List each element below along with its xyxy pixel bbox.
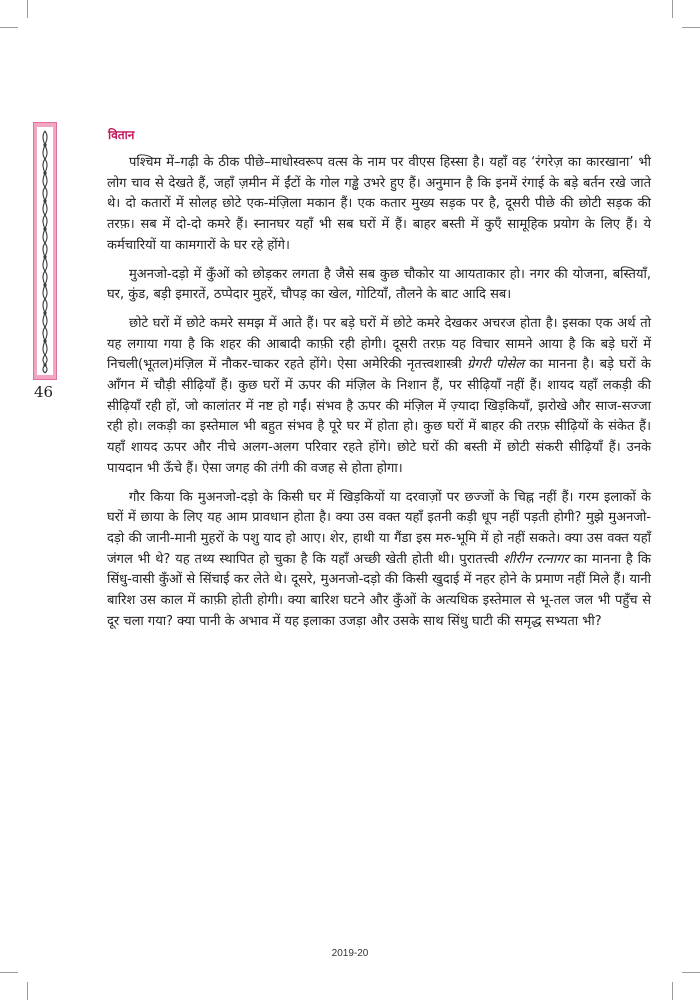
crop-mark xyxy=(0,972,18,973)
crop-mark xyxy=(27,0,28,18)
paragraph-text: पश्चिम में–गढ़ी के ठीक पीछे–माधोस्वरूप वत्स के नाम पर वीएस हिस्सा है। यहाँ वह ‘रंगरेज़ का कारखाना’ भी लोग चाव से देखते हैं, जहाँ ज़मीन में ईंटों के गोल गड्ढे उभरे हुए हैं। अनुमान है कि इनमें रंगाई के बड़े बर्तन रखे जाते थे। दो कतारों में सोलह छोटे एक-मंज़िला मकान हैं। एक कतार मुख्य सड़क पर है, दूसरी पीछे की छोटी सड़क की तरफ़। सब में दो-दो कमरे हैं। स्नानघर यहाँ भी सब घरों में हैं। बाहर बस्ती में कुएँ सामूहिक प्रयोग के लिए हैं। ये कर्मचारियों या कामगारों के घर रहे होंगे। xyxy=(107,155,651,253)
paragraph xyxy=(107,488,651,633)
name-italic: शीरीन रत्नागर xyxy=(503,551,569,567)
crop-mark xyxy=(0,27,18,28)
paragraph xyxy=(107,314,651,480)
ornamental-border xyxy=(33,122,57,380)
page-number: 46 xyxy=(34,383,54,401)
paragraph xyxy=(107,153,651,257)
paragraph-text: का मानना है कि सिंधु-वासी कुँओं से सिंचाई कर लेते थे। दूसरे, मुअनजो-दड़ो की किसी खुदाई में नहर होने के प्रमाण नहीं मिले हैं। यानी बारिश उस काल में काफ़ी होती होगी। क्या बारिश घटने और कुँओं के अत्यधिक इस्तेमाल से भू-तल जल भी पहुँच से दूर चला गया? क्या पानी के अभाव में यह इलाका उजड़ा और उसके साथ सिंधु घाटी की समृद्ध सभ्यता भी? xyxy=(107,551,652,629)
footer-year: 2019-20 xyxy=(331,948,369,959)
body-text xyxy=(107,153,651,640)
paragraph-text: मुअनजो-दड़ो में कुँओं को छोड़कर लगता है जैसे सब कुछ चौकोर या आयताकार हो। नगर की योजना, बस्तियाँ, घर, कुंड, बड़ी इमारतें, ठप्पेदार मुहरें, चौपड़ का खेल, गोटियाँ, तौलने के बाट आदि सब। xyxy=(107,266,651,303)
paragraph xyxy=(107,265,651,306)
ornament-pattern-icon xyxy=(37,127,53,375)
paragraph-text: छोटे घरों में छोटे कमरे समझ में आते हैं। पर बड़े घरों में छोटे कमरे देखकर अचरज होता है। इसका एक अर्थ तो यह लगाया गया है कि शहर की आबादी काफ़ी रही होगी। दूसरी तरफ़ यह विचार सामने आया है कि बड़े घरों में निचली(भूतल)मंज़िल में नौकर-चाकर रहते होंगे। ऐसा अमेरिकी नृतत्त्वशास्त्री xyxy=(107,315,651,373)
crop-mark xyxy=(682,27,700,28)
paragraph-text: का मानना है। बड़े घरों के आँगन में चौड़ी सीढ़ियाँ हैं। कुछ घरों में ऊपर की मंज़िल के निशान हैं, पर सीढ़ियाँ नहीं हैं। शायद यहाँ लकड़ी की सीढ़ियाँ रही हों, जो कालांतर में नष्ट हो गईं। संभव है ऊपर की मंज़िल में ज़्यादा खिड़कियाँ, झरोखे और साज-सज्जा रही हो। लकड़ी का इस्तेमाल भी बहुत संभव है पूरे घर में होता हो। कुछ घरों में बाहर की तरफ़ सीढ़ियों के संकेत हैं। यहाँ शायद ऊपर और नीचे अलग-अलग परिवार रहते होंगे। छोटे घरों की बस्ती में छोटी संकरी सीढ़ियाँ हैं। उनके पायदान भी ऊँचे हैं। ऐसा जगह की तंगी की वजह से होता होगा। xyxy=(107,357,651,476)
crop-mark xyxy=(682,972,700,973)
crop-mark xyxy=(672,0,673,18)
crop-mark xyxy=(672,982,673,1000)
section-label: वितान xyxy=(108,128,135,142)
crop-mark xyxy=(27,982,28,1000)
paragraph-text: गौर किया कि मुअनजो-दड़ो के किसी घर में खिड़कियों या दरवाज़ों पर छज्जों के चिह्न नहीं हैं। गरम इलाकों के घरों में छाया के लिए यह आम प्रावधान होता है। क्या उस वक्त यहाँ इतनी कड़ी धूप नहीं पड़ती होगी? मुझे मुअनजो-दड़ो की जानी-मानी मुहरों के पशु याद हो आए। शेर, हाथी या गैंडा इस मरु-भूमि में हो नहीं सकते। क्या उस वक्त यहाँ जंगल भी थे? यह तथ्य स्थापित हो चुका है कि यहाँ अच्छी खेती होती थी। पुरातत्त्वी xyxy=(107,489,651,567)
name-italic: ग्रेगरी पोसेल xyxy=(467,357,525,373)
